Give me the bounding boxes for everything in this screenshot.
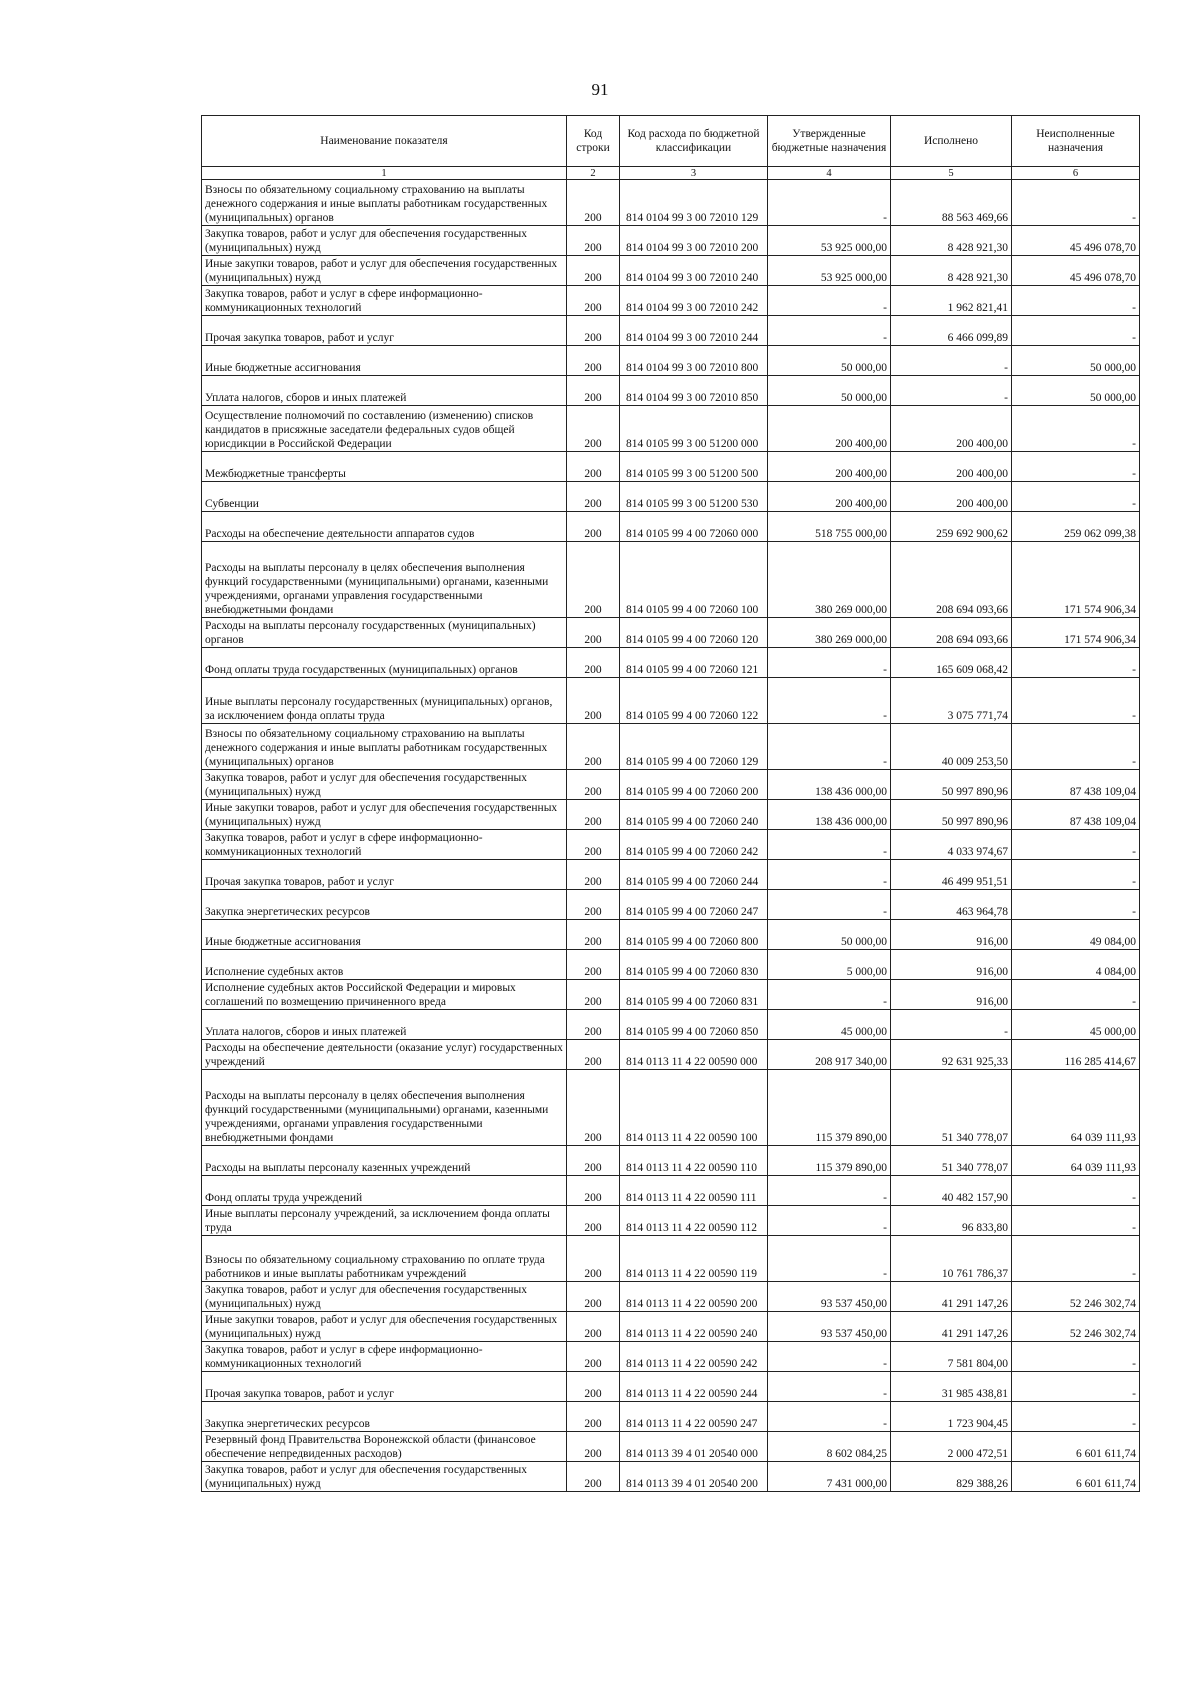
row-line-code-cell: 200 [567,950,620,980]
row-unexecuted-cell: 6 601 611,74 [1012,1432,1140,1462]
row-budget-code-cell: 814 0113 11 4 22 00590 200 [620,1282,768,1312]
row-unexecuted-cell: - [1012,678,1140,724]
table-row [202,376,1140,406]
row-unexecuted-cell: - [1012,648,1140,678]
row-line-code-cell: 200 [567,376,620,406]
row-unexecuted-cell: 4 084,00 [1012,950,1140,980]
row-unexecuted-cell: - [1012,830,1140,860]
row-approved-cell: - [768,648,891,678]
row-line-code-cell: 200 [567,1176,620,1206]
row-line-code-cell: 200 [567,1402,620,1432]
row-budget-code-cell: 814 0104 99 3 00 72010 240 [620,256,768,286]
row-name-cell: Закупка товаров, работ и услуг для обеспечения государственных (муниципальных) нужд [202,770,567,800]
row-line-code-cell: 200 [567,1282,620,1312]
table-row [202,452,1140,482]
col-header-line-code: Код строки [567,116,620,167]
row-executed-cell: 208 694 093,66 [891,542,1012,618]
row-line-code-cell: 200 [567,452,620,482]
row-line-code-cell: 200 [567,830,620,860]
row-line-code-cell: 200 [567,1070,620,1146]
col-header-executed: Исполнено [891,116,1012,167]
row-unexecuted-cell: - [1012,1402,1140,1432]
row-unexecuted-cell: 116 285 414,67 [1012,1040,1140,1070]
table-row [202,316,1140,346]
row-budget-code-cell: 814 0105 99 3 00 51200 530 [620,482,768,512]
row-approved-cell: 7 431 000,00 [768,1462,891,1492]
row-name-cell: Осуществление полномочий по составлению (изменению) списков кандидатов в присяжные заседатели федеральных судов общей юрисдикции в Российской Федерации [202,406,567,452]
row-unexecuted-cell: 64 039 111,93 [1012,1146,1140,1176]
row-name-cell: Расходы на выплаты персоналу в целях обеспечения выполнения функций государственными (муниципальными) органами, казенными учреждениями, органами управления государственными внебюджетными фондами [202,542,567,618]
table-row [202,1236,1140,1282]
table-row [202,1402,1140,1432]
row-approved-cell: 115 379 890,00 [768,1070,891,1146]
row-budget-code-cell: 814 0104 99 3 00 72010 129 [620,180,768,226]
row-executed-cell: 3 075 771,74 [891,678,1012,724]
row-approved-cell: 138 436 000,00 [768,770,891,800]
row-unexecuted-cell: 64 039 111,93 [1012,1070,1140,1146]
row-approved-cell: 5 000,00 [768,950,891,980]
row-executed-cell: 8 428 921,30 [891,226,1012,256]
row-executed-cell: 200 400,00 [891,452,1012,482]
row-executed-cell: 916,00 [891,980,1012,1010]
row-line-code-cell: 200 [567,316,620,346]
row-approved-cell: - [768,678,891,724]
table-row [202,1462,1140,1492]
row-unexecuted-cell: - [1012,452,1140,482]
row-name-cell: Фонд оплаты труда государственных (муниципальных) органов [202,648,567,678]
row-unexecuted-cell: - [1012,860,1140,890]
table-row [202,920,1140,950]
row-name-cell: Иные закупки товаров, работ и услуг для обеспечения государственных (муниципальных) нужд [202,1312,567,1342]
row-approved-cell: 93 537 450,00 [768,1282,891,1312]
row-line-code-cell: 200 [567,1432,620,1462]
col-header-budget-code: Код расхода по бюджетной классификации [620,116,768,167]
row-name-cell: Резервный фонд Правительства Воронежской области (финансовое обеспечение непредвиденных расходов) [202,1432,567,1462]
table-row [202,1372,1140,1402]
row-approved-cell: - [768,1342,891,1372]
row-approved-cell: - [768,1206,891,1236]
row-line-code-cell: 200 [567,724,620,770]
row-executed-cell: 1 723 904,45 [891,1402,1012,1432]
row-line-code-cell: 200 [567,1342,620,1372]
row-name-cell: Иные бюджетные ассигнования [202,920,567,950]
row-approved-cell: 50 000,00 [768,346,891,376]
row-line-code-cell: 200 [567,406,620,452]
row-approved-cell: 93 537 450,00 [768,1312,891,1342]
row-name-cell: Исполнение судебных актов Российской Федерации и мировых соглашений по возмещению причиненного вреда [202,980,567,1010]
row-approved-cell: 200 400,00 [768,406,891,452]
row-line-code-cell: 200 [567,770,620,800]
row-line-code-cell: 200 [567,1236,620,1282]
row-executed-cell: 10 761 786,37 [891,1236,1012,1282]
row-budget-code-cell: 814 0105 99 4 00 72060 100 [620,542,768,618]
row-approved-cell: 518 755 000,00 [768,512,891,542]
row-name-cell: Уплата налогов, сборов и иных платежей [202,1010,567,1040]
row-line-code-cell: 200 [567,1146,620,1176]
table-row [202,482,1140,512]
row-unexecuted-cell: - [1012,1176,1140,1206]
row-name-cell: Расходы на выплаты персоналу казенных учреждений [202,1146,567,1176]
row-executed-cell: 88 563 469,66 [891,180,1012,226]
row-approved-cell: 53 925 000,00 [768,226,891,256]
row-name-cell: Иные выплаты персоналу государственных (муниципальных) органов, за исключением фонда оплаты труда [202,678,567,724]
row-executed-cell: 96 833,80 [891,1206,1012,1236]
row-executed-cell: 165 609 068,42 [891,648,1012,678]
table-row [202,286,1140,316]
row-approved-cell: - [768,980,891,1010]
row-approved-cell: 53 925 000,00 [768,256,891,286]
row-unexecuted-cell: 87 438 109,04 [1012,770,1140,800]
row-budget-code-cell: 814 0105 99 4 00 72060 830 [620,950,768,980]
table-row [202,406,1140,452]
row-approved-cell: - [768,860,891,890]
row-unexecuted-cell: - [1012,1342,1140,1372]
row-approved-cell: - [768,830,891,860]
row-budget-code-cell: 814 0113 39 4 01 20540 000 [620,1432,768,1462]
row-name-cell: Уплата налогов, сборов и иных платежей [202,376,567,406]
table-row [202,1070,1140,1146]
row-name-cell: Расходы на обеспечение деятельности аппаратов судов [202,512,567,542]
table-row [202,1312,1140,1342]
row-executed-cell: 41 291 147,26 [891,1282,1012,1312]
col-header-unexecuted: Неисполненные назначения [1012,116,1140,167]
row-executed-cell: 50 997 890,96 [891,770,1012,800]
row-approved-cell: - [768,316,891,346]
col-number: 6 [1012,167,1140,180]
row-executed-cell: 200 400,00 [891,482,1012,512]
table-row [202,542,1140,618]
row-line-code-cell: 200 [567,346,620,376]
row-executed-cell: - [891,346,1012,376]
row-executed-cell: 463 964,78 [891,890,1012,920]
row-name-cell: Прочая закупка товаров, работ и услуг [202,316,567,346]
row-unexecuted-cell: 52 246 302,74 [1012,1282,1140,1312]
row-executed-cell: 41 291 147,26 [891,1312,1012,1342]
table-row [202,1282,1140,1312]
row-approved-cell: 208 917 340,00 [768,1040,891,1070]
row-executed-cell: 829 388,26 [891,1462,1012,1492]
row-name-cell: Иные закупки товаров, работ и услуг для обеспечения государственных (муниципальных) нужд [202,800,567,830]
row-budget-code-cell: 814 0104 99 3 00 72010 242 [620,286,768,316]
row-line-code-cell: 200 [567,542,620,618]
row-line-code-cell: 200 [567,860,620,890]
row-budget-code-cell: 814 0105 99 4 00 72060 120 [620,618,768,648]
row-approved-cell: - [768,286,891,316]
row-line-code-cell: 200 [567,1462,620,1492]
row-approved-cell: 115 379 890,00 [768,1146,891,1176]
table-row [202,1176,1140,1206]
col-number: 1 [202,167,567,180]
row-unexecuted-cell: - [1012,1236,1140,1282]
row-approved-cell: 200 400,00 [768,452,891,482]
row-line-code-cell: 200 [567,1372,620,1402]
row-budget-code-cell: 814 0105 99 4 00 72060 200 [620,770,768,800]
row-name-cell: Исполнение судебных актов [202,950,567,980]
table-row [202,256,1140,286]
row-unexecuted-cell: 87 438 109,04 [1012,800,1140,830]
row-line-code-cell: 200 [567,512,620,542]
table-row [202,648,1140,678]
row-budget-code-cell: 814 0105 99 4 00 72060 240 [620,800,768,830]
row-unexecuted-cell: 171 574 906,34 [1012,618,1140,648]
row-budget-code-cell: 814 0113 11 4 22 00590 000 [620,1040,768,1070]
col-number: 5 [891,167,1012,180]
col-number: 3 [620,167,768,180]
table-row [202,830,1140,860]
row-line-code-cell: 200 [567,648,620,678]
row-approved-cell: - [768,180,891,226]
row-approved-cell: - [768,1402,891,1432]
col-number: 2 [567,167,620,180]
row-executed-cell: - [891,376,1012,406]
row-budget-code-cell: 814 0113 11 4 22 00590 110 [620,1146,768,1176]
row-executed-cell: 50 997 890,96 [891,800,1012,830]
row-approved-cell: 50 000,00 [768,376,891,406]
row-executed-cell: 46 499 951,51 [891,860,1012,890]
row-executed-cell: - [891,1010,1012,1040]
row-executed-cell: 200 400,00 [891,406,1012,452]
row-name-cell: Фонд оплаты труда учреждений [202,1176,567,1206]
table-row [202,346,1140,376]
col-number: 4 [768,167,891,180]
row-executed-cell: 40 009 253,50 [891,724,1012,770]
row-name-cell: Взносы по обязательному социальному страхованию на выплаты денежного содержания и иные выплаты работникам государственных (муниципальных) органов [202,724,567,770]
row-unexecuted-cell: 45 496 078,70 [1012,256,1140,286]
table-row [202,678,1140,724]
table-row [202,860,1140,890]
row-executed-cell: 51 340 778,07 [891,1070,1012,1146]
row-executed-cell: 916,00 [891,920,1012,950]
row-name-cell: Расходы на выплаты персоналу в целях обеспечения выполнения функций государственными (муниципальными) органами, казенными учреждениями, органами управления государственными внебюджетными фондами [202,1070,567,1146]
row-name-cell: Прочая закупка товаров, работ и услуг [202,1372,567,1402]
row-executed-cell: 51 340 778,07 [891,1146,1012,1176]
table-row [202,1040,1140,1070]
row-approved-cell: 380 269 000,00 [768,542,891,618]
row-line-code-cell: 200 [567,482,620,512]
col-header-approved: Утвержденные бюджетные назначения [768,116,891,167]
row-budget-code-cell: 814 0105 99 4 00 72060 247 [620,890,768,920]
row-unexecuted-cell: 50 000,00 [1012,346,1140,376]
row-line-code-cell: 200 [567,1010,620,1040]
row-budget-code-cell: 814 0113 11 4 22 00590 242 [620,1342,768,1372]
row-unexecuted-cell: - [1012,890,1140,920]
row-executed-cell: 92 631 925,33 [891,1040,1012,1070]
row-budget-code-cell: 814 0105 99 4 00 72060 244 [620,860,768,890]
table-row [202,1146,1140,1176]
row-approved-cell: - [768,1236,891,1282]
row-executed-cell: 31 985 438,81 [891,1372,1012,1402]
row-name-cell: Взносы по обязательному социальному страхованию по оплате труда работников и иные выплаты работникам учреждений [202,1236,567,1282]
row-unexecuted-cell: 6 601 611,74 [1012,1462,1140,1492]
row-line-code-cell: 200 [567,800,620,830]
row-budget-code-cell: 814 0105 99 3 00 51200 000 [620,406,768,452]
budget-execution-table [201,115,1140,1492]
table-row [202,1342,1140,1372]
row-name-cell: Закупка товаров, работ и услуг в сфере информационно-коммуникационных технологий [202,1342,567,1372]
row-name-cell: Закупка товаров, работ и услуг в сфере информационно-коммуникационных технологий [202,286,567,316]
row-budget-code-cell: 814 0113 11 4 22 00590 111 [620,1176,768,1206]
row-unexecuted-cell: - [1012,482,1140,512]
column-number-row [202,167,1140,180]
row-name-cell: Закупка товаров, работ и услуг для обеспечения государственных (муниципальных) нужд [202,1282,567,1312]
row-unexecuted-cell: - [1012,724,1140,770]
page-number: 91 [591,80,609,99]
row-executed-cell: 208 694 093,66 [891,618,1012,648]
row-name-cell: Взносы по обязательному социальному страхованию на выплаты денежного содержания и иные выплаты работникам государственных (муниципальных) органов [202,180,567,226]
row-approved-cell: - [768,890,891,920]
row-line-code-cell: 200 [567,180,620,226]
row-executed-cell: 259 692 900,62 [891,512,1012,542]
row-unexecuted-cell: 49 084,00 [1012,920,1140,950]
row-line-code-cell: 200 [567,920,620,950]
row-line-code-cell: 200 [567,1312,620,1342]
row-approved-cell: 200 400,00 [768,482,891,512]
row-line-code-cell: 200 [567,980,620,1010]
table-row [202,890,1140,920]
row-executed-cell: 6 466 099,89 [891,316,1012,346]
row-name-cell: Субвенции [202,482,567,512]
table-row [202,1010,1140,1040]
table-row [202,618,1140,648]
row-unexecuted-cell: - [1012,980,1140,1010]
row-budget-code-cell: 814 0105 99 4 00 72060 129 [620,724,768,770]
row-approved-cell: - [768,724,891,770]
row-unexecuted-cell: 45 496 078,70 [1012,226,1140,256]
row-name-cell: Закупка энергетических ресурсов [202,1402,567,1432]
row-executed-cell: 2 000 472,51 [891,1432,1012,1462]
table-row [202,180,1140,226]
row-budget-code-cell: 814 0105 99 4 00 72060 800 [620,920,768,950]
row-line-code-cell: 200 [567,286,620,316]
row-budget-code-cell: 814 0104 99 3 00 72010 850 [620,376,768,406]
row-budget-code-cell: 814 0113 11 4 22 00590 247 [620,1402,768,1432]
table-row [202,800,1140,830]
row-executed-cell: 8 428 921,30 [891,256,1012,286]
table-body [202,180,1140,1492]
table-row [202,724,1140,770]
row-budget-code-cell: 814 0105 99 3 00 51200 500 [620,452,768,482]
row-unexecuted-cell: 259 062 099,38 [1012,512,1140,542]
row-approved-cell: - [768,1372,891,1402]
row-unexecuted-cell: - [1012,316,1140,346]
row-unexecuted-cell: - [1012,180,1140,226]
row-line-code-cell: 200 [567,226,620,256]
col-header-name: Наименование показателя [202,116,567,167]
row-budget-code-cell: 814 0113 11 4 22 00590 112 [620,1206,768,1236]
row-approved-cell: 45 000,00 [768,1010,891,1040]
row-executed-cell: 40 482 157,90 [891,1176,1012,1206]
row-name-cell: Иные бюджетные ассигнования [202,346,567,376]
row-name-cell: Расходы на выплаты персоналу государственных (муниципальных) органов [202,618,567,648]
row-approved-cell: 8 602 084,25 [768,1432,891,1462]
row-unexecuted-cell: - [1012,1372,1140,1402]
row-name-cell: Межбюджетные трансферты [202,452,567,482]
row-name-cell: Иные выплаты персоналу учреждений, за исключением фонда оплаты труда [202,1206,567,1236]
row-unexecuted-cell: - [1012,406,1140,452]
row-name-cell: Прочая закупка товаров, работ и услуг [202,860,567,890]
row-executed-cell: 916,00 [891,950,1012,980]
row-budget-code-cell: 814 0113 11 4 22 00590 119 [620,1236,768,1282]
row-unexecuted-cell: 171 574 906,34 [1012,542,1140,618]
row-line-code-cell: 200 [567,256,620,286]
row-budget-code-cell: 814 0105 99 4 00 72060 831 [620,980,768,1010]
row-executed-cell: 4 033 974,67 [891,830,1012,860]
row-name-cell: Закупка товаров, работ и услуг для обеспечения государственных (муниципальных) нужд [202,226,567,256]
row-unexecuted-cell: 45 000,00 [1012,1010,1140,1040]
table-row [202,980,1140,1010]
row-name-cell: Закупка товаров, работ и услуг для обеспечения государственных (муниципальных) нужд [202,1462,567,1492]
row-budget-code-cell: 814 0104 99 3 00 72010 800 [620,346,768,376]
row-budget-code-cell: 814 0113 11 4 22 00590 100 [620,1070,768,1146]
table-row [202,226,1140,256]
row-approved-cell: 50 000,00 [768,920,891,950]
table-row [202,1432,1140,1462]
row-name-cell: Иные закупки товаров, работ и услуг для обеспечения государственных (муниципальных) нужд [202,256,567,286]
row-line-code-cell: 200 [567,678,620,724]
row-budget-code-cell: 814 0104 99 3 00 72010 244 [620,316,768,346]
row-name-cell: Закупка энергетических ресурсов [202,890,567,920]
row-budget-code-cell: 814 0105 99 4 00 72060 850 [620,1010,768,1040]
row-unexecuted-cell: - [1012,1206,1140,1236]
row-executed-cell: 1 962 821,41 [891,286,1012,316]
row-name-cell: Закупка товаров, работ и услуг в сфере информационно-коммуникационных технологий [202,830,567,860]
row-budget-code-cell: 814 0104 99 3 00 72010 200 [620,226,768,256]
table-row [202,770,1140,800]
row-approved-cell: 380 269 000,00 [768,618,891,648]
table-row [202,1206,1140,1236]
row-budget-code-cell: 814 0113 39 4 01 20540 200 [620,1462,768,1492]
row-line-code-cell: 200 [567,890,620,920]
row-unexecuted-cell: 50 000,00 [1012,376,1140,406]
row-approved-cell: - [768,1176,891,1206]
row-executed-cell: 7 581 804,00 [891,1342,1012,1372]
row-approved-cell: 138 436 000,00 [768,800,891,830]
table-row [202,950,1140,980]
table-row [202,512,1140,542]
row-name-cell: Расходы на обеспечение деятельности (оказание услуг) государственных учреждений [202,1040,567,1070]
row-budget-code-cell: 814 0105 99 4 00 72060 000 [620,512,768,542]
row-budget-code-cell: 814 0105 99 4 00 72060 122 [620,678,768,724]
row-line-code-cell: 200 [567,618,620,648]
row-budget-code-cell: 814 0105 99 4 00 72060 121 [620,648,768,678]
row-budget-code-cell: 814 0113 11 4 22 00590 240 [620,1312,768,1342]
header-row [202,116,1140,167]
row-unexecuted-cell: 52 246 302,74 [1012,1312,1140,1342]
row-budget-code-cell: 814 0113 11 4 22 00590 244 [620,1372,768,1402]
row-unexecuted-cell: - [1012,286,1140,316]
row-budget-code-cell: 814 0105 99 4 00 72060 242 [620,830,768,860]
row-line-code-cell: 200 [567,1206,620,1236]
row-line-code-cell: 200 [567,1040,620,1070]
